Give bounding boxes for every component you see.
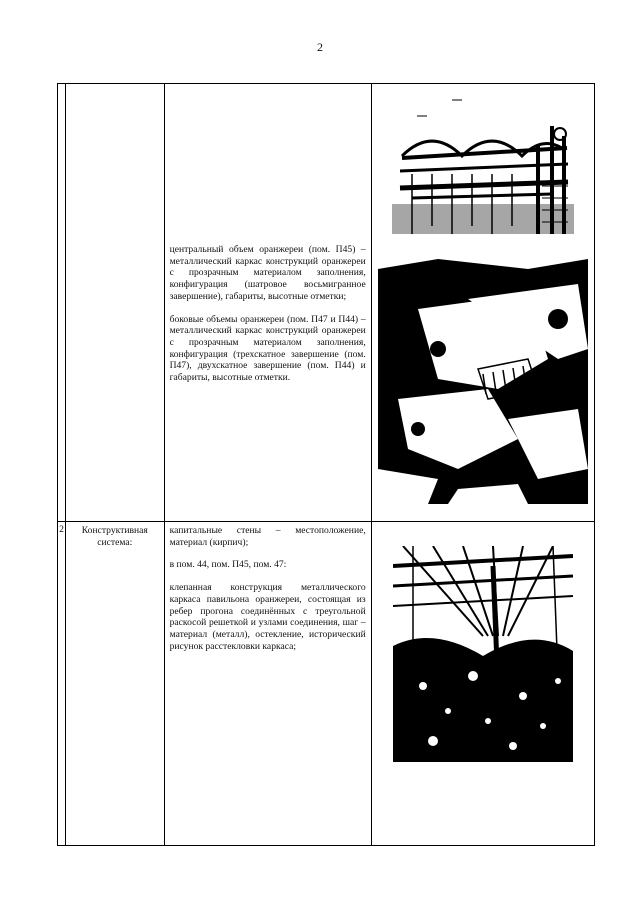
row-number-cell	[58, 522, 66, 846]
greenhouse-roof-photo	[392, 86, 574, 234]
row-description-cell	[164, 522, 371, 846]
monument-subject-table	[57, 83, 595, 846]
description-paragraph: боковые объемы оранжереи (пом. П47 и П44) – металлический каркас конструкций оранжереи с прозрачным материалом заполнения, конфигурация (трехскатное завершение (пом. П47), двухскатное завершение (пом. П44) и габариты, высотные отметки.	[169, 313, 366, 384]
page-number: 2	[317, 40, 323, 54]
row-name: Конструктивная система:	[81, 525, 148, 548]
greenhouse-interior-photo	[378, 239, 588, 504]
description-paragraph: в пом. 44, пом. П45, пом. 47:	[169, 559, 287, 571]
row-number-cell	[58, 84, 66, 522]
row-name-cell	[66, 522, 165, 846]
greenhouse-frame-photo	[393, 546, 573, 762]
table-row	[58, 522, 595, 846]
description-paragraph: клепанная конструкция металлического каркаса павильона оранжереи, состоящая из ребер прогона соединённых с треугольной раскосой решеткой и узлами соединения, шаг – материал (металл), остекление, исторический рисунок расстекловки каркаса;	[169, 582, 366, 652]
row-number: 2	[59, 524, 64, 535]
table-row	[58, 84, 595, 522]
description-paragraph: центральный объем оранжереи (пом. П45) – металлический каркас конструкций оранжереи с прозрачным материалом заполнения, конфигурация (шатровое восьмигранное завершение), габариты, высотные отметки;	[169, 244, 366, 302]
row-description-cell	[164, 84, 371, 522]
row-photo-cell	[371, 522, 594, 846]
description-paragraph: капитальные стены – местоположение, материал (кирпич);	[169, 525, 366, 548]
row-photo-cell	[371, 84, 594, 522]
row-name-cell	[66, 84, 165, 522]
